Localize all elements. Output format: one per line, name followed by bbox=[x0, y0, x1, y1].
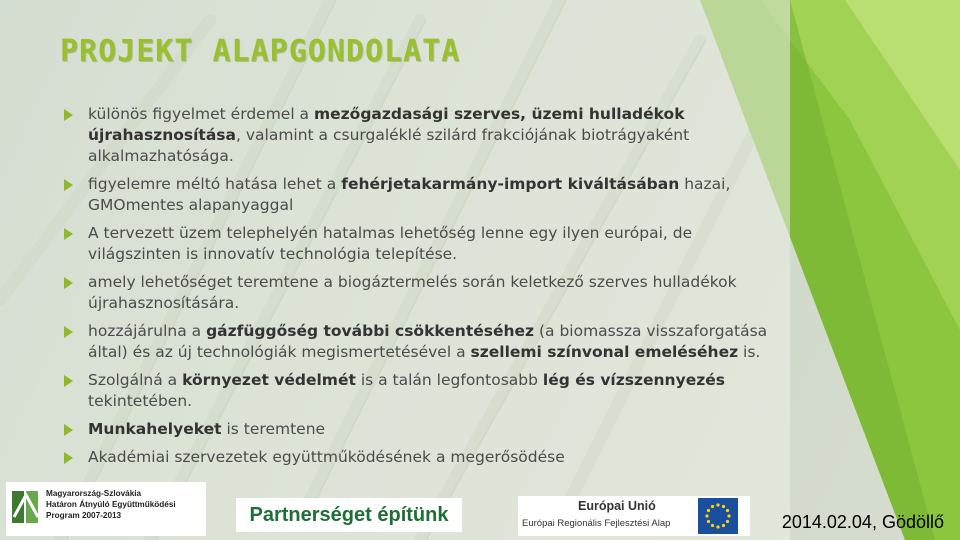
program-logo-line1: Magyarország-Szlovákia bbox=[46, 489, 142, 498]
eu-star bbox=[716, 525, 719, 528]
bullet-text-bold: környezet védelmét bbox=[182, 371, 356, 389]
presentation-date: 2014.02.04, Gödöllő bbox=[781, 512, 944, 532]
bullet-item bbox=[64, 321, 784, 363]
bullet-text: figyelemre méltó hatása lehet a bbox=[88, 175, 342, 193]
bullet-item bbox=[64, 223, 784, 265]
bullet-text: amely lehetőséget teremtene a biogáztermelés során keletkező szerves hulladékok újrahasznosítására. bbox=[88, 273, 737, 312]
bullet-text: A tervezett üzem telephelyén hatalmas lehetőség lenne egy ilyen európai, de világszinten is innovatív technológia telepítése. bbox=[88, 224, 693, 263]
eu-flag-icon bbox=[698, 498, 738, 534]
bullet-item bbox=[64, 419, 784, 440]
bullet-arrow-icon bbox=[64, 228, 73, 240]
bullet-text-bold: mezőgazdasági szerves, üzemi hulladékok újrahasznosítása bbox=[88, 105, 685, 144]
eu-star bbox=[707, 520, 710, 523]
bullet-text: (a biomassza visszaforgatása által) és az új technológiák megismertetésével a bbox=[88, 322, 768, 361]
bullet-arrow-icon bbox=[64, 109, 73, 121]
bullet-item bbox=[64, 174, 784, 216]
eu-title: Európai Unió bbox=[578, 499, 656, 513]
program-logo-text bbox=[46, 488, 176, 521]
bullet-item bbox=[64, 104, 784, 167]
bullet-text: is teremtene bbox=[221, 420, 326, 438]
eu-star bbox=[726, 520, 729, 523]
eu-star bbox=[705, 514, 708, 517]
program-logo-line3: Program 2007-2013 bbox=[46, 511, 122, 520]
eu-star bbox=[727, 514, 730, 517]
bullet-text: , valamint a csurgaléklé szilárd frakciójának biotrágyaként alkalmazhatósága. bbox=[88, 126, 690, 165]
footer bbox=[0, 480, 960, 540]
bullet-text-bold: fehérjetakarmány-import kiváltásában bbox=[341, 175, 680, 193]
eu-star bbox=[722, 524, 725, 527]
partnership-banner: Partnerséget építünk bbox=[236, 498, 462, 532]
eu-star bbox=[707, 509, 710, 512]
eu-star bbox=[716, 503, 719, 506]
bullet-arrow-icon bbox=[64, 452, 73, 464]
bullet-text-bold: gázfüggőség további csökkentéséhez bbox=[206, 322, 535, 340]
bullet-arrow-icon bbox=[64, 179, 73, 191]
bullet-text: Akadémiai szervezetek együttműködésének a megerősödése bbox=[88, 448, 565, 466]
eu-star bbox=[711, 524, 714, 527]
eu-subtitle: Európai Regionális Fejlesztési Alap bbox=[522, 518, 671, 529]
slide-title: PROJEKT ALAPGONDOLATA bbox=[60, 34, 461, 69]
bullet-list bbox=[64, 104, 784, 475]
bullet-text-bold: Munkahelyeket bbox=[88, 420, 222, 438]
bullet-text: hazai, GMOmentes alapanyaggal bbox=[88, 175, 731, 214]
bullet-text: is. bbox=[738, 343, 761, 361]
bullet-item bbox=[64, 370, 784, 412]
bullet-text-bold: lég és vízszennyezés bbox=[542, 371, 725, 389]
bullet-text: tekintetében. bbox=[88, 392, 193, 410]
bullet-text: különös figyelmet érdemel a bbox=[88, 105, 314, 123]
bullet-arrow-icon bbox=[64, 424, 73, 436]
bullet-arrow-icon bbox=[64, 326, 73, 338]
bullet-text: Szolgálná a bbox=[88, 371, 183, 389]
bullet-text: hozzájárulna a bbox=[88, 322, 207, 340]
bullet-arrow-icon bbox=[64, 375, 73, 387]
eu-star bbox=[722, 505, 725, 508]
program-logo-icon bbox=[10, 487, 42, 527]
bullet-item bbox=[64, 272, 784, 314]
bullet-arrow-icon bbox=[64, 277, 73, 289]
bullet-text: is a talán legfontosabb bbox=[355, 371, 543, 389]
bullet-text-bold: szellemi színvonal emeléséhez bbox=[470, 343, 739, 361]
eu-logo bbox=[518, 496, 750, 536]
eu-star bbox=[711, 505, 714, 508]
program-logo bbox=[6, 482, 206, 536]
program-logo-line2: Határon Átnyúló Együttműködési bbox=[46, 500, 176, 509]
bullet-item bbox=[64, 447, 784, 468]
eu-star bbox=[726, 509, 729, 512]
